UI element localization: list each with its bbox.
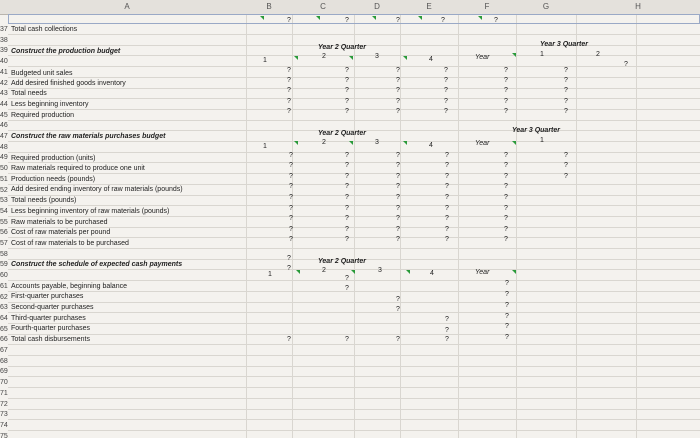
row-header[interactable]: 75 [0,432,8,438]
header-year3-quarter: Year 3 Quarter [540,41,588,48]
header-year-3: Year [475,269,490,276]
row-header[interactable]: 58 [0,250,8,258]
comment-indicator-icon [512,53,516,57]
gridline [8,419,700,420]
question-cell[interactable]: ? [345,226,349,233]
comment-indicator-icon [349,141,353,145]
question-cell[interactable]: ? [289,173,293,180]
question-cell[interactable]: ? [396,205,400,212]
comment-indicator-icon [478,16,482,20]
comment-indicator-icon [260,16,264,20]
row-header[interactable]: 72 [0,400,8,408]
question-cell[interactable]: ? [345,183,349,190]
question-cell[interactable]: ? [396,108,400,115]
question-cell[interactable]: ? [504,226,508,233]
comment-indicator-icon [316,16,320,20]
question-cell[interactable]: ? [444,108,448,115]
question-cell[interactable]: ? [504,205,508,212]
question-cell[interactable]: ? [505,291,509,298]
gridline [8,366,700,367]
question-cell[interactable]: ? [345,236,349,243]
question-cell[interactable]: ? [504,108,508,115]
question-cell[interactable]: ? [287,98,291,105]
row-header[interactable]: 41 [0,68,8,76]
gridline [8,323,700,324]
label-third-quarter-purchases: Third-quarter purchases [11,315,86,322]
row-header[interactable]: 55 [0,218,8,226]
comment-indicator-icon [512,141,516,145]
question-cell[interactable]: ? [289,236,293,243]
question-cell[interactable]: ? [345,67,349,74]
row-header[interactable]: 50 [0,165,8,173]
header2-q1: 1 [263,143,267,150]
question-cell[interactable]: ? [504,152,508,159]
label-second-quarter-purchases: Second-quarter purchases [11,304,94,311]
gridline [8,334,700,335]
row-header[interactable]: 74 [0,421,8,429]
question-cell[interactable]: ? [444,98,448,105]
question-cell[interactable]: ? [494,17,498,24]
label-production-needs: Production needs (pounds) [11,176,96,183]
row-header[interactable]: 44 [0,100,8,108]
question-cell[interactable]: ? [505,302,509,309]
column-header-a[interactable]: A [8,0,247,15]
selected-range[interactable] [8,14,700,24]
question-cell[interactable]: ? [287,77,291,84]
label-required-production-units: Required production (units) [11,155,96,162]
row-header[interactable]: 70 [0,379,8,387]
comment-indicator-icon [418,16,422,20]
question-cell[interactable]: ? [396,67,400,74]
question-cell[interactable]: ? [396,194,400,201]
question-cell[interactable]: ? [287,265,291,272]
row-header[interactable]: 40 [0,58,8,66]
question-cell[interactable]: ? [289,183,293,190]
question-cell[interactable]: ? [396,215,400,222]
question-cell[interactable]: ? [564,162,568,169]
question-cell[interactable]: ? [504,162,508,169]
row-header[interactable]: 63 [0,304,8,312]
question-cell[interactable]: ? [504,215,508,222]
question-cell[interactable]: ? [289,194,293,201]
header-y3-q1: 1 [540,51,544,58]
question-cell[interactable]: ? [289,205,293,212]
header3-q3: 3 [378,267,382,274]
gridline [8,280,700,281]
label-construct-raw-materials-budget: Construct the raw materials purchases budget [11,133,166,140]
row-header[interactable]: 51 [0,175,8,183]
row-header[interactable]: 43 [0,90,8,98]
label-fourth-quarter-purchases: Fourth-quarter purchases [11,325,90,332]
question-cell[interactable]: ? [345,275,349,282]
comment-indicator-icon [351,270,355,274]
row-header[interactable]: 49 [0,154,8,162]
label-total-cash-disbursements: Total cash disbursements [11,336,90,343]
gridline [8,77,700,78]
label-cost-to-purchase: Cost of raw materials to be purchased [11,240,129,247]
question-cell[interactable]: ? [445,205,449,212]
question-cell[interactable]: ? [564,77,568,84]
row-header[interactable]: 45 [0,111,8,119]
header-year3-quarter-2: Year 3 Quarter [512,127,560,134]
question-cell[interactable]: ? [504,236,508,243]
question-cell[interactable]: ? [287,255,291,262]
label-add-finished-goods: Add desired finished goods inventory [11,80,126,87]
question-cell[interactable]: ? [396,77,400,84]
question-cell[interactable]: ? [441,17,445,24]
question-cell[interactable]: ? [564,108,568,115]
question-cell[interactable]: ? [289,162,293,169]
question-cell[interactable]: ? [564,67,568,74]
row-header[interactable]: 73 [0,411,8,419]
question-cell[interactable]: ? [445,316,449,323]
question-cell[interactable]: ? [396,173,400,180]
header2-q3: 3 [375,139,379,146]
row-header[interactable]: 47 [0,133,8,140]
label-cost-per-pound: Cost of raw materials per pound [11,229,111,236]
comment-indicator-icon [294,56,298,60]
question-cell[interactable]: ? [505,334,509,341]
column-header-b[interactable]: B [246,0,293,15]
question-cell[interactable]: ? [287,67,291,74]
label-less-beginning-inventory: Less beginning inventory [11,101,89,108]
question-cell[interactable]: ? [445,236,449,243]
gridline [8,312,700,313]
question-cell[interactable]: ? [289,152,293,159]
question-cell[interactable]: ? [345,108,349,115]
question-cell[interactable]: ? [564,98,568,105]
gridline [8,227,700,228]
question-cell[interactable]: ? [444,87,448,94]
question-cell[interactable]: ? [345,215,349,222]
question-cell[interactable]: ? [504,67,508,74]
question-cell[interactable]: ? [287,108,291,115]
column-header-d[interactable]: D [354,0,401,15]
row-header[interactable]: 52 [0,186,8,194]
header-q4: 4 [429,56,433,63]
question-cell[interactable]: ? [289,215,293,222]
label-raw-materials-per-unit: Raw materials required to produce one unit [11,165,145,172]
label-total-needs: Total needs [11,90,47,97]
question-cell[interactable]: ? [289,226,293,233]
header-q2: 2 [322,53,326,60]
header2-q4: 4 [429,142,433,149]
comment-indicator-icon [294,141,298,145]
comment-indicator-icon [349,56,353,60]
header-year: Year [475,54,490,61]
question-cell[interactable]: ? [445,215,449,222]
question-cell[interactable]: ? [396,152,400,159]
question-cell[interactable]: ? [345,77,349,84]
gridline [8,152,700,153]
question-cell[interactable]: ? [505,280,509,287]
row-header[interactable]: 71 [0,389,8,397]
question-cell[interactable]: ? [504,173,508,180]
row-header[interactable]: 57 [0,240,8,247]
gridline [8,430,700,431]
comment-indicator-icon [296,270,300,274]
question-cell[interactable]: ? [396,162,400,169]
label-required-production: Required production [11,112,75,119]
header-y3-q2: 2 [596,51,600,58]
gridline [8,387,700,388]
gridline [8,66,700,67]
label-less-beginning-raw: Less beginning inventory of raw materials (pounds) [11,208,170,215]
row-header[interactable]: 39 [0,47,8,55]
question-cell[interactable]: ? [345,205,349,212]
question-cell[interactable]: ? [345,152,349,159]
row-header[interactable]: 66 [0,336,8,344]
question-cell[interactable]: ? [287,336,291,343]
row-header[interactable]: 65 [0,325,8,333]
question-cell[interactable]: ? [396,296,400,303]
header-q1: 1 [263,57,267,64]
gridline [8,34,700,35]
question-cell[interactable]: ? [396,87,400,94]
header-year2-quarter-3: Year 2 Quarter [318,258,366,265]
question-cell[interactable]: ? [504,98,508,105]
comment-indicator-icon [403,56,407,60]
question-cell[interactable]: ? [445,162,449,169]
question-cell[interactable]: ? [345,98,349,105]
row-header[interactable]: 67 [0,347,8,354]
gridline [8,398,700,399]
question-cell[interactable]: ? [624,61,628,68]
column-header-c[interactable]: C [292,0,355,15]
question-cell[interactable]: ? [504,87,508,94]
gridline [8,98,700,99]
question-cell[interactable]: ? [505,323,509,330]
row-header[interactable]: 56 [0,229,8,237]
question-cell[interactable]: ? [396,336,400,343]
gridline [8,302,700,303]
row-header[interactable]: 64 [0,314,8,322]
row-header[interactable]: 54 [0,207,8,215]
question-cell[interactable]: ? [396,236,400,243]
question-cell[interactable]: ? [445,152,449,159]
label-construct-cash-payments: Construct the schedule of expected cash payments [11,261,183,268]
label-first-quarter-purchases: First-quarter purchases [11,293,84,300]
row-header[interactable]: 48 [0,143,8,151]
row-header[interactable]: 42 [0,79,8,87]
gridline [8,109,700,110]
column-header-f[interactable]: F [458,0,517,15]
question-cell[interactable]: ? [396,306,400,313]
label-total-needs-pounds: Total needs (pounds) [11,197,77,204]
row-header[interactable]: 37 [0,26,8,33]
header2-q2: 2 [322,139,326,146]
row-header[interactable]: 38 [0,36,8,44]
question-cell[interactable]: ? [445,194,449,201]
question-cell[interactable]: ? [396,226,400,233]
comment-indicator-icon [403,141,407,145]
question-cell[interactable]: ? [287,17,291,24]
gridline [8,344,700,345]
gridline [8,409,700,410]
question-cell[interactable]: ? [345,87,349,94]
question-cell[interactable]: ? [504,77,508,84]
row-header[interactable]: 62 [0,293,8,301]
gridline [8,355,700,356]
question-cell[interactable]: ? [345,194,349,201]
comment-indicator-icon [372,16,376,20]
row-header[interactable]: 61 [0,282,8,290]
question-cell[interactable]: ? [564,173,568,180]
question-cell[interactable]: ? [287,87,291,94]
label-construct-production-budget: Construct the production budget [11,48,121,55]
label-budgeted-unit-sales: Budgeted unit sales [11,70,73,77]
row-header[interactable]: 46 [0,122,8,130]
label-desired-ending-inventory: Add desired ending inventory of raw materials (pounds) [11,186,183,193]
question-cell[interactable]: ? [445,336,449,343]
question-cell[interactable]: ? [396,98,400,105]
question-cell[interactable]: ? [564,87,568,94]
gridline [8,120,700,121]
question-cell[interactable]: ? [444,77,448,84]
question-cell[interactable]: ? [505,313,509,320]
label-raw-to-purchase: Raw materials to be purchased [11,219,108,226]
question-cell[interactable]: ? [445,173,449,180]
label-accounts-payable: Accounts payable, beginning balance [11,283,127,290]
row-header[interactable]: 68 [0,357,8,365]
question-cell[interactable]: ? [345,285,349,292]
row-header[interactable]: 53 [0,197,8,205]
column-header-g[interactable]: G [516,0,577,15]
question-cell[interactable]: ? [345,162,349,169]
question-cell[interactable]: ? [445,226,449,233]
question-cell[interactable]: ? [504,183,508,190]
header3-q4: 4 [430,270,434,277]
label-total-cash-collections: Total cash collections [11,26,78,33]
header-q3: 3 [375,53,379,60]
header3-q2: 2 [322,267,326,274]
header-year-2: Year [475,140,490,147]
question-cell[interactable]: ? [444,67,448,74]
question-cell[interactable]: ? [445,183,449,190]
comment-indicator-icon [406,270,410,274]
header-year2-quarter-2: Year 2 Quarter [318,130,366,137]
question-cell[interactable]: ? [345,17,349,24]
question-cell[interactable]: ? [396,183,400,190]
header2-y3-q1: 1 [540,137,544,144]
question-cell[interactable]: ? [504,194,508,201]
comment-indicator-icon [512,270,516,274]
header-year2-quarter: Year 2 Quarter [318,44,366,51]
question-cell[interactable]: ? [345,173,349,180]
row-header[interactable]: 59 [0,261,8,269]
row-header[interactable]: 69 [0,368,8,376]
row-header[interactable]: 60 [0,272,8,280]
question-cell[interactable]: ? [445,327,449,334]
gridline [8,376,700,377]
column-header-h[interactable]: H [576,0,700,15]
question-cell[interactable]: ? [396,17,400,24]
question-cell[interactable]: ? [345,336,349,343]
column-header-e[interactable]: E [400,0,459,15]
question-cell[interactable]: ? [564,152,568,159]
header3-q1: 1 [268,271,272,278]
